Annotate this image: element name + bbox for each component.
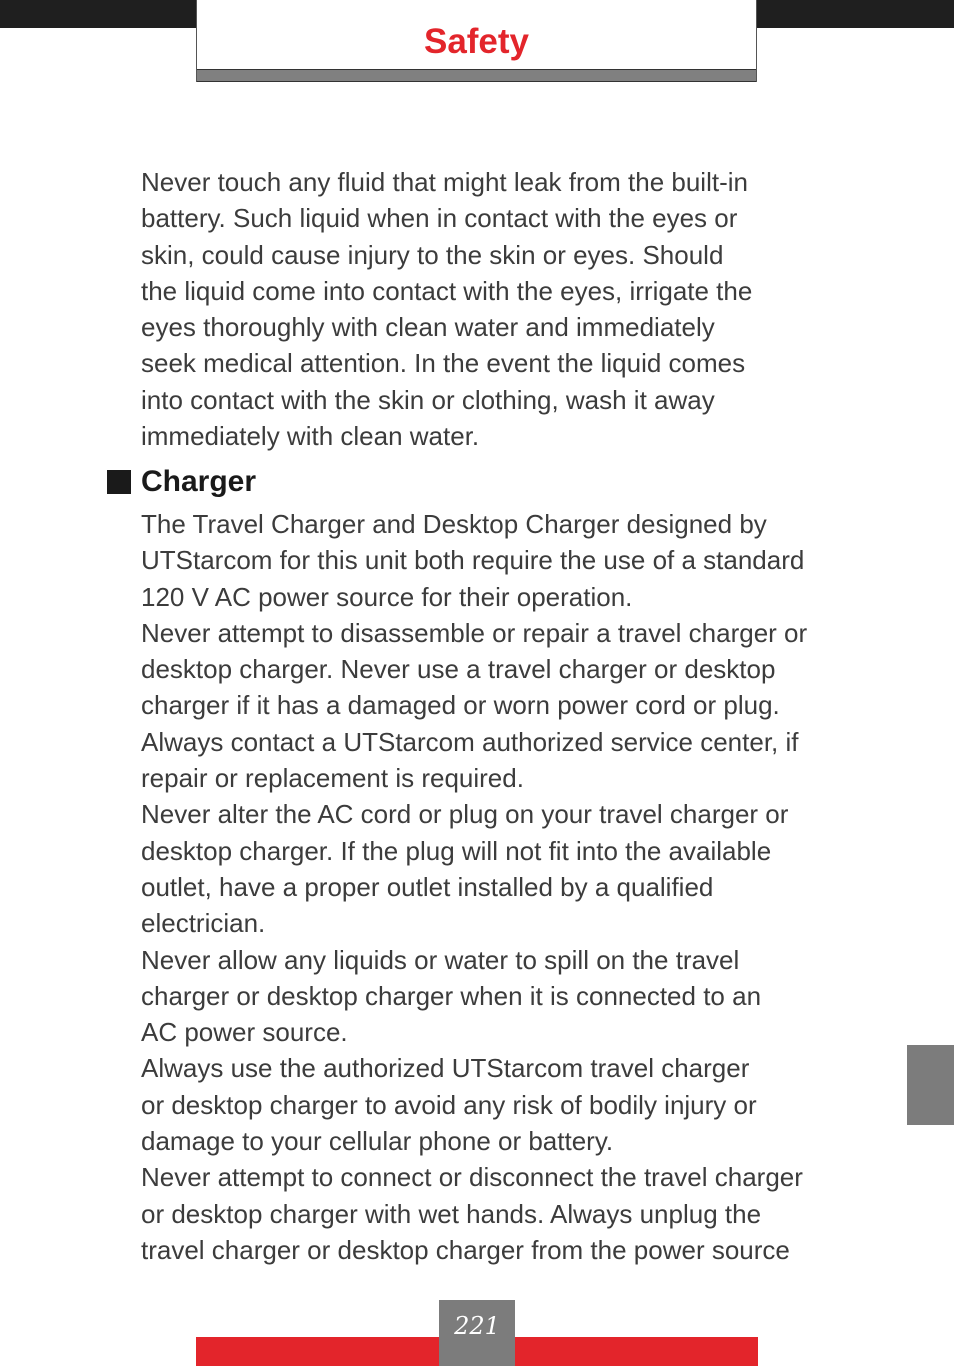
header bbox=[196, 0, 757, 82]
page-number-box bbox=[439, 1300, 515, 1366]
text-line: AC power source. bbox=[141, 1017, 348, 1048]
text-line: Always use the authorized UTStarcom travel charger bbox=[141, 1053, 750, 1084]
text-line: 120 V AC power source for their operation. bbox=[141, 581, 633, 612]
text-line: repair or replacement is required. bbox=[141, 763, 524, 794]
top-bar-right bbox=[757, 0, 954, 28]
text-line: seek medical attention. In the event the liquid comes bbox=[141, 348, 746, 379]
header-strip bbox=[197, 69, 756, 82]
text-line: skin, could cause injury to the skin or eyes. Should bbox=[141, 239, 724, 270]
text-line: Never touch any fluid that might leak from the built-in bbox=[141, 167, 748, 197]
top-bar-left bbox=[0, 0, 196, 28]
intro-paragraph bbox=[141, 164, 901, 454]
text-line: UTStarcom for this unit both require the use of a standard bbox=[141, 545, 805, 576]
text-line: the liquid come into contact with the eyes, irrigate the bbox=[141, 275, 753, 306]
text-line: desktop charger. Never use a travel charger or desktop bbox=[141, 654, 776, 685]
text-line: Never allow any liquids or water to spill on the travel bbox=[141, 944, 740, 975]
text-line: outlet, have a proper outlet installed by a qualified bbox=[141, 871, 714, 902]
section-heading bbox=[107, 462, 256, 502]
text-line: Always contact a UTStarcom authorized service center, if bbox=[141, 726, 799, 757]
text-line: damage to your cellular phone or battery. bbox=[141, 1126, 614, 1157]
text-line: Never attempt to connect or disconnect the travel charger bbox=[141, 1162, 803, 1193]
text-line: into contact with the skin or clothing, wash it away bbox=[141, 384, 715, 415]
section-heading-label: Charger bbox=[141, 465, 257, 498]
square-bullet-icon bbox=[107, 470, 131, 494]
page-title: Safety bbox=[423, 22, 530, 61]
text-line: travel charger or desktop charger from the power source bbox=[141, 1234, 790, 1265]
text-line: The Travel Charger and Desktop Charger designed by bbox=[141, 509, 767, 539]
text-line: charger if it has a damaged or worn power cord or plug. bbox=[141, 690, 780, 721]
text-line: immediately with clean water. bbox=[141, 421, 480, 452]
page-number: 221 bbox=[454, 1312, 500, 1340]
text-line: or desktop charger to avoid any risk of bodily injury or bbox=[141, 1089, 757, 1120]
text-line: battery. Such liquid when in contact with the eyes or bbox=[141, 203, 738, 234]
text-line: Never attempt to disassemble or repair a travel charger or bbox=[141, 617, 808, 648]
text-line: Never alter the AC cord or plug on your travel charger or bbox=[141, 799, 789, 830]
text-line: charger or desktop charger when it is connected to an bbox=[141, 980, 762, 1011]
side-tab bbox=[907, 1045, 954, 1125]
text-line: or desktop charger with wet hands. Always unplug the bbox=[141, 1198, 762, 1229]
charger-body bbox=[141, 506, 931, 1268]
text-line: desktop charger. If the plug will not fit into the available bbox=[141, 835, 772, 866]
text-line: electrician. bbox=[141, 908, 266, 939]
text-line: eyes thoroughly with clean water and immediately bbox=[141, 312, 715, 343]
